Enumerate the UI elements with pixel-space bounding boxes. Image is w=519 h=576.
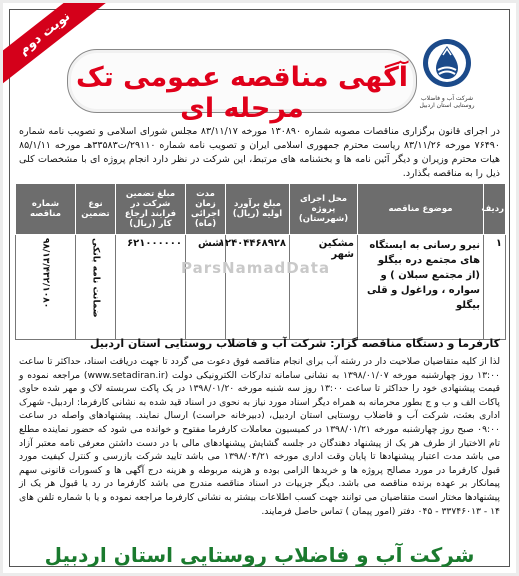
body-paragraph: لذا از کلیه متقاضیان صلاحیت دار در رشته آب برای انجام مناقصه فوق دعوت می گردد تا جهت دریافت اسناد، حداکثر تا ساعت ۱۳:۰۰ روز چهارشنبه مورخه ۱۳۹۸/۰۱/۰۷ به نشانی سامانه تدارکات الکترونیکی دولت (www.setadiran.ir) مراجعه نموده و قیمت پیشنهادی خود را حداکثر تا ساعت ۱۳:۰۰ روز سه شنبه مورخه ۱۳۹۸/۰۱/۲۰ در یک پاکت سربسته لاک و مهر شده حاوی پاکات الف و ب و ج بطور محرمانه به همراه دیگر اسناد مورد نیاز به نحوی در اسناد قید شده به نشانی کارفرما: اردبیل- شهرک اداری بعثت، شرکت آب و فاضلاب روستایی استان اردبیل، (دبیرخانه حراست) ارسال نمایند. پیشنهادهای واصله در ساعت ۰۹:۰۰ صبح روز چهارشنبه مورخه ۱۳۹۸/۰۱/۲۱ در کمیسیون معاملات کارفرما مفتوح و خوانده می شود که حضور نماینده مطلع تام الاختیار از طرف هر یک از پیشنهاد دهندگان در جلسه گشایش پیشنهادهای مالی با در دست داشتن معرفی نامه معتبر آزاد می باشد مدت اعتبار پیشنهادها تا پایان وقت اداری مورخه ۱۳۹۸/۰۴/۲۱ می باشد تایید شرکت بازرسی و کنترل کیفیت مورد قبول کارفرما در مورد مصالح پروژه ها و خریدها الزامی بوده و هزینه مربوطه و هزینه درج آگهی ها و کسورات قانونی سهم پیمانکار بر عهده برنده مناقصه می باشد. دیگر جزییات در اسناد مناقصه مندرج می باشد کارفرما در رد یا قبول هر یک از پیشنهادها مختار است متقاضیان می توانند جهت کسب اطلاعات بیشتر به نشانی کارفرما مراجعه نموده و یا با شماره تلفن های ۱۴ - ۳۳۷۴۶۰۱۳ - ۰۴۵ دفتر (امور پیمان ) تماس حاصل فرمایند. xyxy=(19,356,500,517)
table-header-row xyxy=(16,184,506,235)
col-header-location: محل اجرای پروژه (شهرستان) xyxy=(290,184,358,235)
tender-number-text: ۹۸/۱۳/۴۳۲/۱۰۸۰ xyxy=(40,238,51,309)
col-header-estimate: مبلغ برآورد اولیه (ریال) xyxy=(226,184,290,235)
company-logo xyxy=(412,37,482,109)
col-header-guarantee-type: نوع تضمین xyxy=(76,184,116,235)
advertisement-page xyxy=(3,3,516,573)
table-row xyxy=(16,235,506,340)
cell-estimate: ۱۲۴۰۴۴۶۸۹۲۸ xyxy=(226,235,290,340)
logo-caption: شرکت آب و فاضلاب روستایی استان اردبیل xyxy=(419,95,475,109)
col-header-subject: موضوع مناقصه xyxy=(358,184,484,235)
footer-company-name: شرکت آب و فاضلاب روستایی استان اردبیل xyxy=(44,543,475,567)
col-header-index: ردیف xyxy=(484,184,506,235)
cell-subject: نیرو رسانی به ایستگاه های مجتمع دره بیگلو (از مجتمع سبلان ) و سواره ، وراغول و قلی بیگلو xyxy=(358,235,484,340)
cell-guarantee: ۶۲۱۰۰۰۰۰۰ xyxy=(116,235,186,340)
intro-paragraph: در اجرای قانون برگزاری مناقصات مصوبه شماره ۱۳۰۸۹۰ مورخه ۸۳/۱۱/۱۷ مجلس شورای اسلامی و تصویب نامه شماره ۷۶۴۹۰ مورخه ۸۳/۱۱/۲۶ ریاست محترم جمهوری اسلامی ایران و تصویب نامه شماره ۲۹۱۱۰/ت۳۳۵۸۳هـ مورخه ۸۵/۱/۱۱ هیات محترم وزیران و دیگر آئین نامه ها و بخشنامه های مرتبط، این شرکت در نظر دارد انجام پروژه ای با مشخصات کلی ذیل را به مناقصه بگذارد. xyxy=(19,126,501,179)
cell-duration: شش xyxy=(186,235,226,340)
water-drop-logo-icon xyxy=(421,37,473,89)
col-header-guarantee: مبلغ تضمین شرکت در فرایند ارجاع کار (ریال) xyxy=(116,184,186,235)
cell-index: ۱ xyxy=(484,235,506,340)
title-box xyxy=(67,49,417,124)
guarantee-type-text: ضمانت نامه بانکی xyxy=(90,238,101,318)
cell-location: مشکین شهر xyxy=(290,235,358,340)
watermark: ParsNamadData xyxy=(181,259,331,277)
col-header-duration: مدت زمان اجرائی (ماه) xyxy=(186,184,226,235)
cell-tender-number xyxy=(16,235,76,340)
cell-guarantee-type xyxy=(76,235,116,340)
col-header-tender-number: شماره مناقصه xyxy=(16,184,76,235)
employer-heading: کارفرما و دستگاه مناقصه گزار: شرکت آب و فاضلاب روستایی استان اردبیل xyxy=(89,337,500,350)
second-round-badge: نوبت دوم xyxy=(3,3,108,87)
page-title: آگهی مناقصه عمومی تک مرحله ای xyxy=(75,62,409,124)
